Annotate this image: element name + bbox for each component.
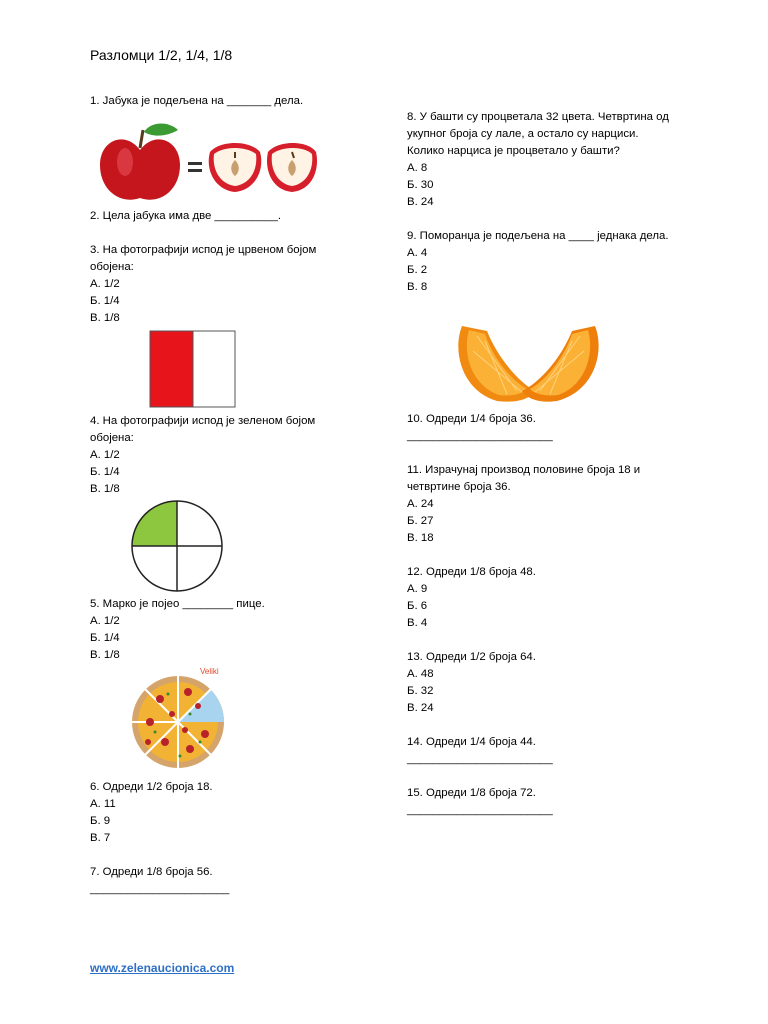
option-a: А. 48 [407, 668, 434, 680]
apple-half-icon [267, 143, 317, 192]
option-b: Б. 1/4 [90, 466, 120, 478]
question-3-line2: обојена: [90, 261, 134, 273]
option-b: Б. 30 [407, 179, 434, 191]
question-10: 10. Одреди 1/4 броја 36. [407, 413, 536, 425]
question-8-line2: укупног броја су лале, а остало су нарциси. [407, 128, 639, 140]
question-4: 4. На фотографији испод је зеленом бојом [90, 415, 316, 427]
question-12: 12. Одреди 1/8 броја 48. [407, 566, 536, 578]
option-b: Б. 9 [90, 815, 111, 827]
option-b: Б. 27 [407, 515, 434, 527]
question-13: 13. Одреди 1/2 броја 64. [407, 651, 536, 663]
question-8: 8. У башти су процветала 32 цвета. Четвртина од [407, 111, 669, 123]
option-c: В. 7 [90, 832, 111, 844]
option-a: А. 9 [407, 583, 428, 595]
option-c: В. 24 [407, 196, 434, 208]
rectangle-figure [90, 327, 390, 413]
page-title: Разломци 1/2, 1/4, 1/8 [90, 47, 233, 63]
option-c: В. 8 [407, 281, 428, 293]
option-a: А. 1/2 [90, 615, 120, 627]
question-1: 1. Јабука је подељена на _______ дела. [90, 95, 304, 107]
red-half-icon [150, 331, 193, 407]
option-c: В. 1/8 [90, 649, 120, 661]
question-15: 15. Одреди 1/8 броја 72. [407, 787, 536, 799]
answer-blank[interactable]: ______________________ [90, 883, 230, 895]
white-half-icon [193, 331, 235, 407]
option-a: А. 1/2 [90, 449, 120, 461]
question-5: 5. Марко је појео ________ пице. [90, 598, 265, 610]
whole-apple-icon [100, 124, 180, 200]
answer-blank[interactable]: _______________________ [407, 804, 553, 816]
orange-half-icon [522, 326, 599, 402]
option-b: Б. 6 [407, 600, 428, 612]
question-11: 11. Израчунај производ половине броја 18 и [407, 464, 641, 476]
left-column [90, 93, 390, 898]
option-c: В. 1/8 [90, 312, 120, 324]
option-a: А. 4 [407, 247, 428, 259]
orange-figure [407, 296, 707, 411]
question-3: 3. На фотографији испод је црвеном бојом [90, 244, 317, 256]
apple-half-icon [209, 143, 262, 192]
circle-figure [90, 498, 390, 596]
question-2: 2. Цела јабука има две __________. [90, 210, 282, 222]
answer-blank[interactable]: _______________________ [407, 430, 553, 442]
option-c: В. 1/8 [90, 483, 120, 495]
question-9: 9. Поморанџа је подељена на ____ једнака дела. [407, 230, 669, 242]
option-b: Б. 1/4 [90, 295, 120, 307]
option-a: А. 1/2 [90, 278, 120, 290]
option-a: А. 24 [407, 498, 434, 510]
question-6: 6. Одреди 1/2 броја 18. [90, 781, 213, 793]
question-4-line2: обојена: [90, 432, 134, 444]
right-column [407, 109, 707, 819]
answer-blank[interactable]: _______________________ [407, 753, 553, 765]
question-7: 7. Одреди 1/8 броја 56. [90, 866, 213, 878]
pizza-logo: Veliki [200, 667, 219, 676]
footer-link[interactable]: www.zelenaucionica.com [90, 961, 235, 975]
option-b: Б. 2 [407, 264, 428, 276]
apple-illustration [90, 110, 320, 208]
apple-figure [90, 110, 390, 208]
option-c: В. 4 [407, 617, 428, 629]
option-b: Б. 32 [407, 685, 434, 697]
option-c: В. 18 [407, 532, 434, 544]
option-b: Б. 1/4 [90, 632, 120, 644]
option-a: А. 8 [407, 162, 428, 174]
option-a: А. 11 [90, 798, 116, 810]
question-8-line3: Колико нарциса је процветало у башти? [407, 145, 620, 157]
option-c: В. 24 [407, 702, 434, 714]
pizza-figure [90, 664, 390, 779]
question-11-line2: четвртине броја 36. [407, 481, 511, 493]
question-14: 14. Одреди 1/4 броја 44. [407, 736, 536, 748]
